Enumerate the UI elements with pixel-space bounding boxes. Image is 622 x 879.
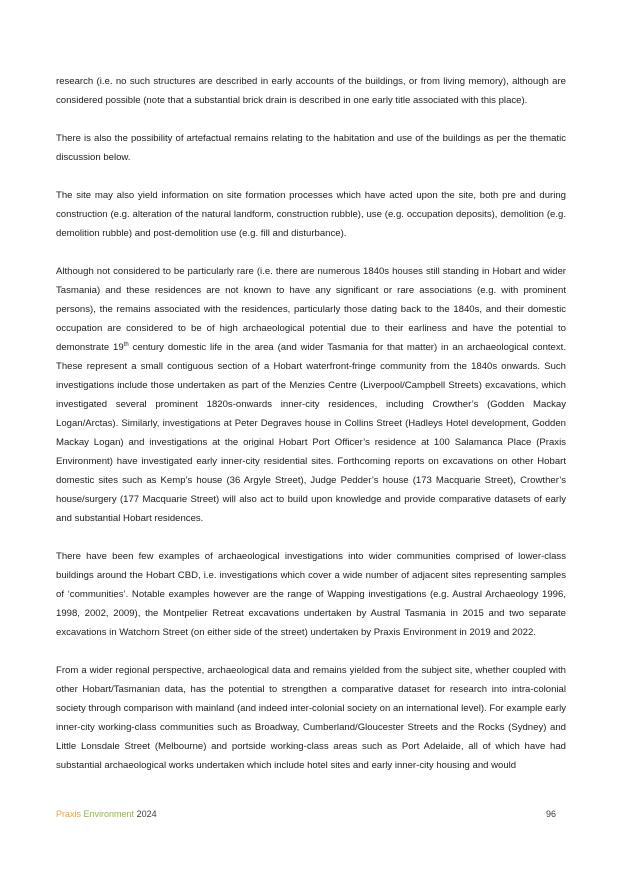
paragraph-4-part-1: Although not considered to be particularly rare (i.e. there are numerous 1840s houses still standing in Hobart and wider Tasmania) and these residences are not known to have any significant or rare associations (e.g. with prominent persons), the remains associated with the residences, particularly those dating back to the 1840s, and their domestic occupation are considered to be of high archaeological potential due to their earliness and have the potential to demonstrate 19 bbox=[56, 266, 566, 353]
ordinal-superscript: th bbox=[123, 342, 129, 348]
page-footer bbox=[56, 808, 556, 820]
footer-brand-praxis: Praxis bbox=[56, 809, 82, 819]
page-number: 96 bbox=[545, 809, 556, 819]
paragraph-4 bbox=[56, 262, 566, 528]
footer-brand-environment: Environment bbox=[83, 809, 135, 819]
document-body bbox=[56, 72, 566, 794]
paragraph-3: The site may also yield information on site formation processes which have acted upon the site, both pre and during construction (e.g. alteration of the natural landform, construction rubble), use (e.g. occupation deposits), demolition (e.g. demolition rubble) and post-demolition use (e.g. fill and disturbance). bbox=[56, 190, 566, 239]
paragraph-1: research (i.e. no such structures are described in early accounts of the buildings, or from living memory), although are considered possible (note that a substantial brick drain is described in one early title associated with this place). bbox=[56, 76, 566, 106]
paragraph-4-part-2: century domestic life in the area (and wider Tasmania for that matter) in an archaeological context. These represent a small contiguous section of a Hobart waterfront-fringe community from the 1840s onwards. Such investigations include those undertaken as part of the Menzies Centre (Liverpool/Campbell Streets) excavations, which investigated several prominent 1820s-onwards inner-city residences, including Crowther’s (Godden Mackay Logan/Arctas). Similarly, investigations at Peter Degraves house in Collins Street (Hadleys Hotel development, Godden Mackay Logan) and investigations at the original Hobart Port Officer’s residence at 100 Salamanca Place (Praxis Environment) have investigated early inner-city residential sites. Forthcoming reports on excavations on other Hobart domestic sites such as Kemp’s house (36 Argyle Street), Judge Pedder’s house (173 Macquarie Street), Crowther’s house/surgery (177 Macquarie Street) will also act to build upon knowledge and provide comparative datasets of early and substantial Hobart residences. bbox=[56, 342, 566, 524]
footer-year: 2024 bbox=[136, 809, 157, 819]
paragraph-2: There is also the possibility of artefactual remains relating to the habitation and use of the buildings as per the thematic discussion below. bbox=[56, 133, 566, 163]
paragraph-6: From a wider regional perspective, archaeological data and remains yielded from the subject site, whether coupled with other Hobart/Tasmanian data, has the potential to strengthen a comparative dataset for research into intra-colonial society through comparison with mainland (and indeed inter-colonial society on an international level). For example early inner-city working-class communities such as Broadway, Cumberland/Gloucester Streets and the Rocks (Sydney) and Little Lonsdale Street (Melbourne) and portside working-class areas such as Port Adelaide, all of which have had substantial archaeological works undertaken which include hotel sites and early inner-city housing and would bbox=[56, 665, 566, 771]
paragraph-5: There have been few examples of archaeological investigations into wider communities comprised of lower-class buildings around the Hobart CBD, i.e. investigations which cover a wide number of adjacent sites representing samples of ‘communities’. Notable examples however are the range of Wapping investigations (e.g. Austral Archaeology 1996, 1998, 2002, 2009), the Montpelier Retreat excavations undertaken by Austral Tasmania in 2015 and two separate excavations in Watchorn Street (on either side of the street) undertaken by Praxis Environment in 2019 and 2022. bbox=[56, 551, 566, 638]
